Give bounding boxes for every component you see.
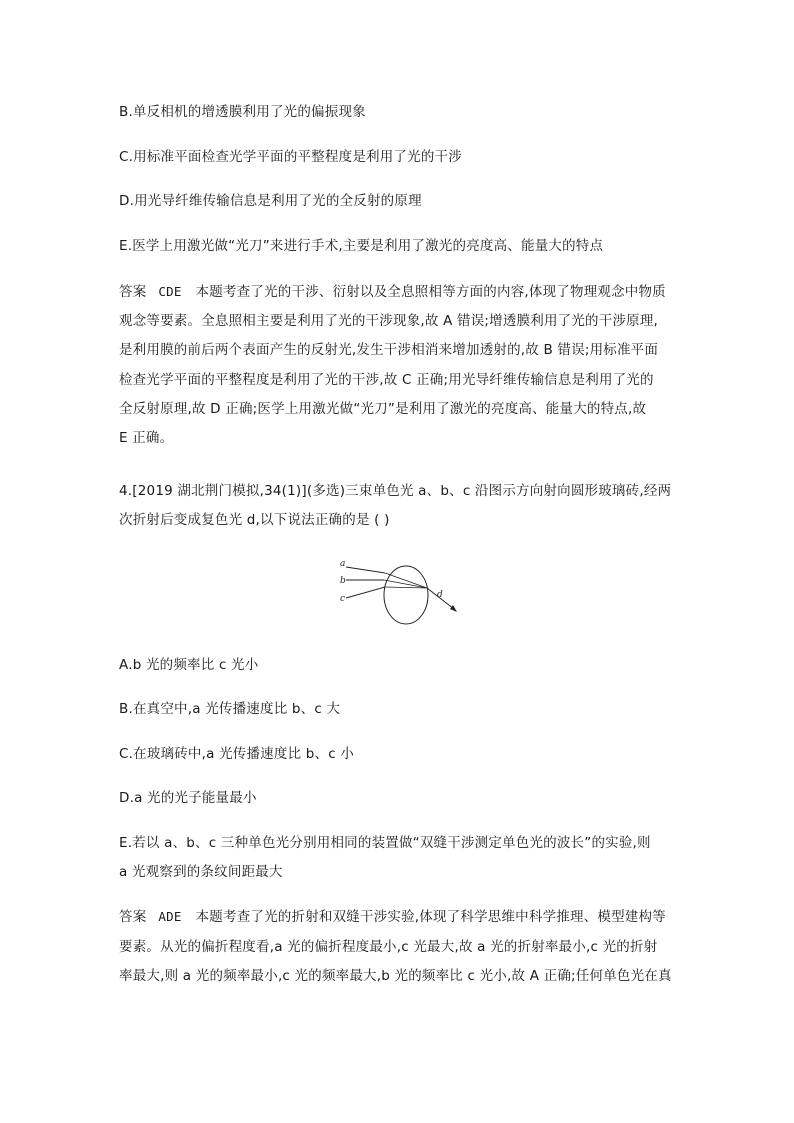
option-q4-c: C.在玻璃砖中,a 光传播速度比 b、c 小: [119, 746, 355, 762]
answer-q3-line-2: 观念等要素。全息照相主要是利用了光的干涉现象,故 A 错误;增透膜利用了光的干涉原理,: [119, 313, 659, 329]
label-a: a: [340, 559, 346, 569]
answer-text: 本题考查了光的折射和双缝干涉实验,体现了科学思维中科学推理、模型建构等: [195, 909, 666, 925]
answer-key: CDE: [158, 284, 182, 299]
answer-q4-line-3: 率最大,则 a 光的频率最小,c 光的频率最大,b 光的频率比 c 光小,故 A 正确;任何单色光在真: [119, 968, 672, 984]
option-q4-a: A.b 光的频率比 c 光小: [119, 657, 259, 673]
label-d: d: [437, 590, 443, 600]
answer-label: 答案: [119, 284, 147, 300]
ray-a-incident: [346, 567, 385, 573]
refraction-figure: [330, 556, 464, 630]
option-q3-d: D.用光导纤维传输信息是利用了光的全反射的原理: [119, 193, 422, 209]
answer-key: ADE: [158, 909, 182, 924]
answer-q4-line-2: 要素。从光的偏折程度看,a 光的偏折程度最小,c 光最大,故 a 光的折射率最小,c 光的折射: [119, 939, 658, 955]
option-q4-e-line-2: a 光观察到的条纹间距最大: [119, 864, 283, 880]
answer-q3-line-6: E 正确。: [119, 430, 174, 446]
option-q4-e-line-1: E.若以 a、b、c 三种单色光分别用相同的装置做“双缝干涉测定单色光的波长”的实验,则: [119, 835, 651, 851]
ray-c-incident: [346, 587, 385, 598]
answer-q3-line-4: 检查光学平面的平整程度是利用了光的干涉,故 C 正确;用光导纤维传输信息是利用了光的: [119, 372, 654, 388]
ray-d-arrow-icon: [450, 605, 457, 612]
question-4-stem-line-2: 次折射后变成复色光 d,以下说法正确的是 ( ): [119, 512, 390, 528]
option-q3-b: B.单反相机的增透膜利用了光的偏振现象: [119, 104, 366, 120]
question-4-stem-line-1: 4.[2019 湖北荆门模拟,34(1)](多选)三束单色光 a、b、c 沿图示方向射向圆形玻璃砖,经两: [119, 483, 672, 499]
label-c: c: [340, 594, 346, 604]
answer-label: 答案: [119, 909, 147, 925]
answer-q3-line-3: 是利用膜的前后两个表面产生的反射光,发生干涉相消来增加透射的,故 B 错误;用标准平面: [119, 342, 659, 358]
label-b: b: [340, 576, 346, 586]
answer-q3-line-5: 全反射原理,故 D 正确;医学上用激光做“光刀”是利用了激光的亮度高、能量大的特点,故: [119, 401, 647, 417]
option-q3-c: C.用标准平面检查光学平面的平整程度是利用了光的干涉: [119, 149, 462, 165]
answer-q3-line-1: [119, 282, 666, 302]
answer-q4-line-1: [119, 907, 666, 927]
option-q4-b: B.在真空中,a 光传播速度比 b、c 大: [119, 701, 341, 717]
option-q3-e: E.医学上用激光做“光刀”来进行手术,主要是利用了激光的亮度高、能量大的特点: [119, 238, 604, 254]
option-q4-d: D.a 光的光子能量最小: [119, 790, 257, 806]
answer-text: 本题考查了光的干涉、衍射以及全息照相等方面的内容,体现了物理观念中物质: [195, 284, 666, 300]
refraction-diagram: [330, 556, 464, 630]
ray-a-inside: [385, 573, 427, 588]
